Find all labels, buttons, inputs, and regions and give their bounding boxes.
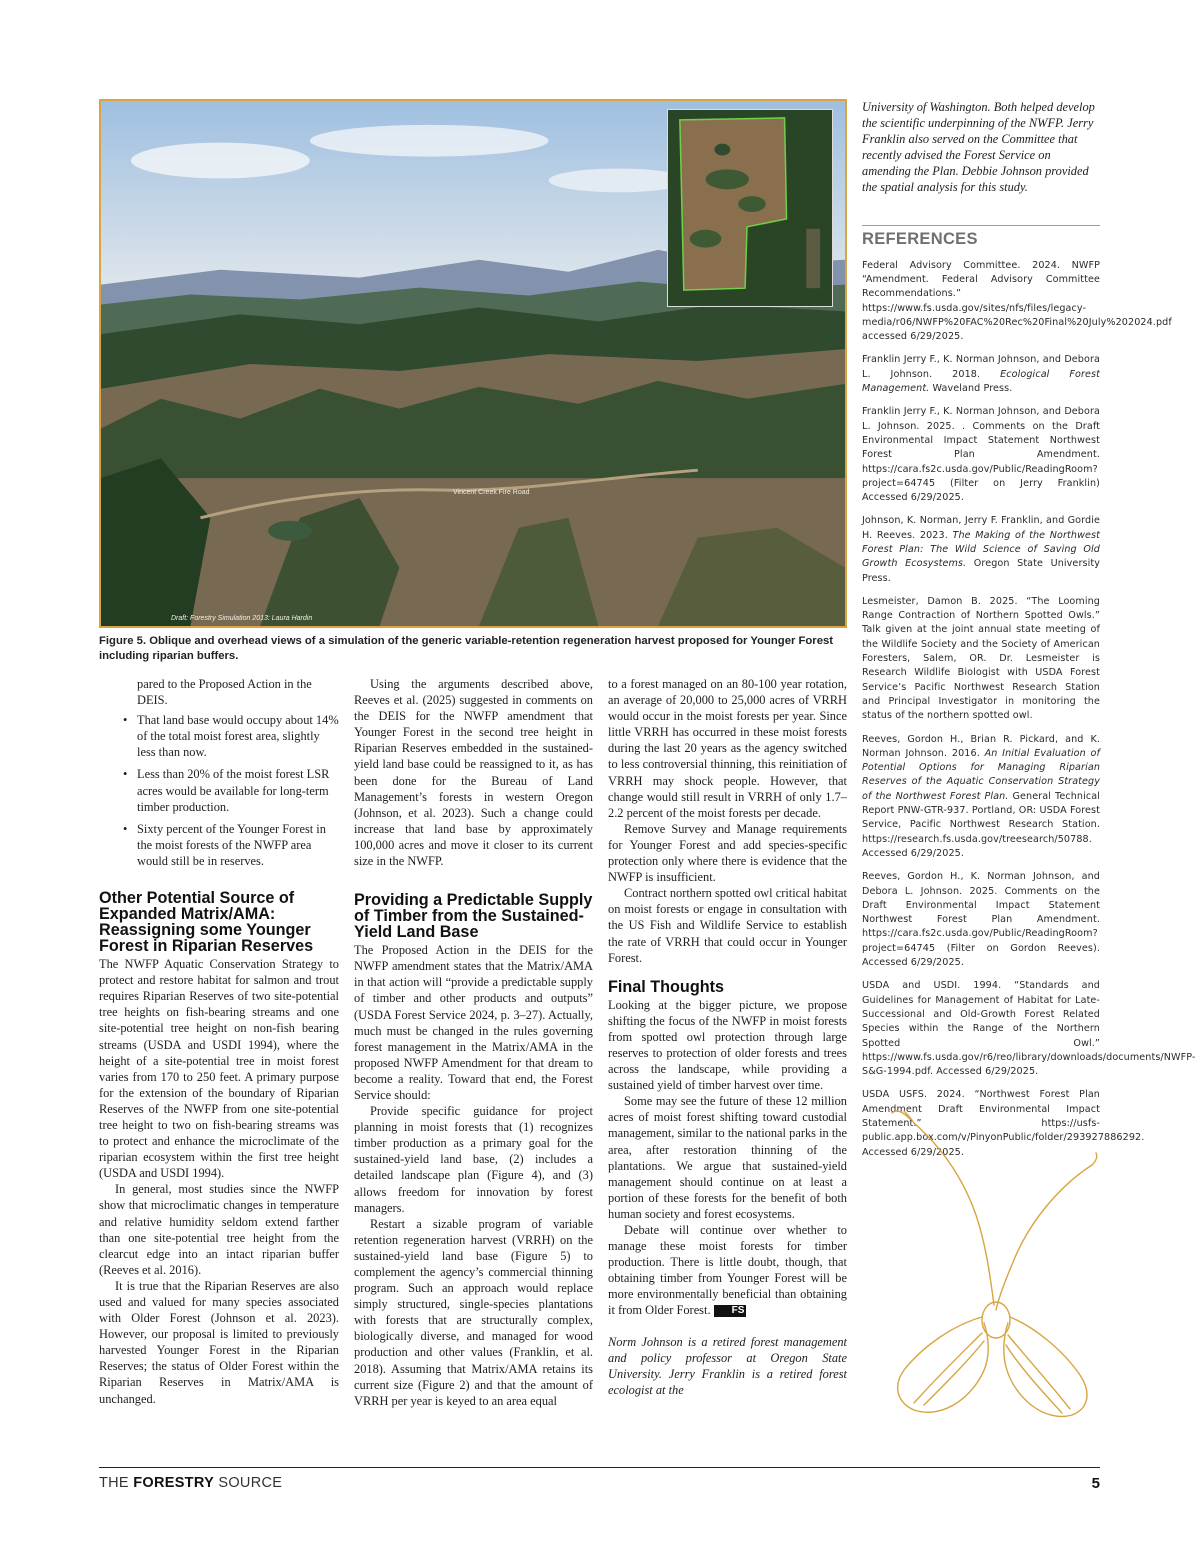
maple-seed-illustration (884, 1105, 1104, 1425)
reference-title: An Initial Evaluation of Potential Options for Managing Riparian Reserves of the Aquatic Conservation Strategy of the Northwest Forest Plan. (862, 747, 1100, 802)
figure-5-photo (99, 99, 847, 628)
reference-text: General Technical Report PNW-GTR-937. Portland, OR: USDA Forest Service, Pacific Northwest Research Station. https://research.fs.usda.gov/treesearch/50788. Accessed 6/29/2025. (862, 790, 1100, 859)
reference-text: Reeves, Gordon H., Brian R. Pickard, and K. Norman Johnson. 2016. (862, 733, 1100, 759)
reference-item (862, 870, 1100, 970)
road-label: Vincent Creek Fire Road (453, 489, 530, 496)
author-bio: Norm Johnson is a retired forest management and policy professor at Oregon State University. Jerry Franklin is a retired forest ecologist at the (608, 1334, 847, 1397)
reference-item (862, 514, 1100, 585)
photo-credit: Draft: Forestry Simulation 2013: Laura Hardin (171, 615, 313, 622)
end-mark: FS (714, 1305, 747, 1317)
masthead-forestry: FORESTRY (133, 1475, 215, 1491)
figure-caption: Figure 5. Oblique and overhead views of a simulation of the generic variable-retention regeneration harvest proposed for Younger Forest including riparian buffers. (99, 635, 834, 662)
masthead-source: SOURCE (214, 1475, 283, 1491)
reference-text: Oregon State University Press. (862, 558, 1100, 584)
column-2 (354, 676, 593, 1409)
reference-text: Reeves, Gordon H., K. Norman Johnson, and Debora L. Johnson. 2025. Comments on the Draft Environmental Impact Statement Northwest Forest Plan Amendment. https://cara.fs2c.usda.gov/Public/ReadingRoom?project=64745 (Filter on Gordon Reeves). Accessed 6/29/2025. (862, 871, 1100, 969)
reference-text: USDA USFS. 2024. “Northwest Forest Plan Amendment Draft Environmental Impact Statement.” https://usfs-public.app.box.com/v/PinyonPublic/folder/293927886292. Accessed 6/29/2025. (862, 1089, 1145, 1158)
paragraph: Contract northern spotted owl critical habitat on moist forests or engage in consultation with the US Fish and Wildlife Service to establish the rate of VRRH that could occur in Younger Forest. (608, 886, 847, 965)
reference-title: Ecological Forest Management. (862, 368, 1101, 395)
reference-text: Johnson, K. Norman, Jerry F. Franklin, and Gordie H. Reeves. 2023. (862, 515, 1100, 541)
reference-item (862, 259, 1172, 345)
reference-item (862, 405, 1100, 505)
paragraph: Remove Survey and Manage requirements for Younger Forest and add species-specific protection only where there is evidence that the NWFP is insufficient. (608, 821, 847, 885)
section-heading: Other Potential Source of Expanded Matrix/AMA: Reassigning some Younger Forest in Riparian Reserves (99, 889, 314, 956)
reference-item (862, 353, 1100, 396)
paragraph: It is true that the Riparian Reserves are also used and valued for many species associated with Older Forest (Johnson et al. 2023). However, our proposal is limited to previously harvested Younger Forest in the Riparian Reserves; the status of Older Forest within the Riparian Reserves in Matrix/AMA is unchanged. (99, 1278, 339, 1406)
paragraph: Looking at the bigger picture, we propose shifting the focus of the NWFP in moist forests from spotted owl protection through large reserves to protection of older forests and trees across the landscape, while providing a sustained yield of timber harvest over time. (608, 997, 847, 1093)
reference-item (862, 733, 1100, 862)
paragraph: Using the arguments described above, Reeves et al. (2025) suggested in comments on the DEIS for the NWFP amendment that Younger Forest in the second tree height in Riparian Reserves embedded in the sustained-yield land base could be reassigned to it, as has been done for the Bureau of Land Management’s forests in western Oregon (Johnson, et al. 2023). Such a change could increase that land base by approximately 100,000 acres and move it closer to its current size in the NWFP. (354, 677, 593, 869)
lead-text: pared to the Proposed Action in the DEIS. (137, 677, 312, 708)
reference-text: Lesmeister, Damon B. 2025. “The Looming Range Contraction of Northern Spotted Owls.” Talk given at the joint annual state meeting of the Wildlife Society and the Society of American Foresters, Salem, OR. Dr. Lesmeister is Research Wildlife Biologist with USDA Forest Service’s Pacific Northwest Research Station and Principal Investigator in monitoring the status of the northern spotted owl. (862, 595, 1100, 722)
masthead-the: THE (99, 1475, 134, 1491)
paragraph: Restart a sizable program of variable retention regeneration harvest (VRRH) on the sustained-yield land base (Figure 5) to complement the agency’s commercial thinning program. Such an approach would replace simply structured, single-species plantations with forests that are structurally complex, biologically diverse, and managed for wood production and other values (Franklin, et al. 2018). Assuming that Matrix/AMA retains its current size (Figure 2) and that the amount of VRRH per year is keyed to an area equal (354, 1216, 593, 1408)
paragraph: to a forest managed on an 80-100 year rotation, an average of 20,000 to 25,000 acres of VRRH would occur in the moist forests per year. Since little VRRH has occurred in these moist forests during the last 20 years as the agency switched to less controversial thinning, this reinitiation of VRRH may shock people. However, that change would still result in VRRH of only 1.7–2.2 percent of the moist forests per decade. (608, 677, 847, 820)
reference-title: The Making of the Northwest Forest Plan: The Wild Science of Saving Old Growth Ecosystems. (862, 529, 1101, 570)
paragraph: In general, most studies since the NWFP show that microclimatic changes in temperature and relative humidity seldom extend farther than one site-potential tree height from the clearcut edge into an intact riparian buffer (Reeves et al. 2016). (99, 1182, 339, 1277)
column-1 (99, 676, 339, 1407)
list-item: • That land base would occupy about 14% of the total moist forest area, slightly less than now. (99, 712, 339, 760)
reference-text: Franklin Jerry F., K. Norman Johnson, and Debora L. Johnson. 2025. . Comments on the Draft Environmental Impact Statement Northwest Forest Plan Amendment. https://cara.fs2c.usda.gov/Public/ReadingRoom?project=64745 (Filter on Jerry Franklin) Accessed 6/29/2025. (862, 406, 1100, 504)
divider (862, 225, 1100, 226)
paragraph: Provide specific guidance for project planning in moist forests that (1) recognizes timber production as a primary goal for the sustained-yield land base, (2) includes a detailed landscape plan (Figure 4), and (3) allows freedom for innovation by forest managers. (354, 1104, 593, 1215)
column-4 (862, 99, 1196, 1169)
paragraph: The NWFP Aquatic Conservation Strategy to protect and restore habitat for salmon and trout requires Riparian Reserves of two site-potential tree heights on fish-bearing streams and one site-potential tree height on non-fish bearing streams (USDA and USDI 1994), where the height of a site-potential tree in moist forest varies from 170 to 250 feet. A primary purpose for the extension of the boundary of Riparian Reserves of the NWFP from one site-potential tree height to two on fish-bearing streams was to protect and enhance the microclimate of the riparian ecosystem within the first tree height (USDA and USDI 1994). (99, 957, 339, 1181)
paragraph (608, 1222, 847, 1319)
reference-text: Federal Advisory Committee. 2024. NWFP “Amendment. Federal Advisory Committee Recommendations.” https://www.fs.usda.gov/sites/nfs/files/legacy-media/r06/NWFP%20FAC%20Rec%20Final%20July%202024.pdf accessed 6/29/2025. (862, 259, 1172, 343)
paragraph: Some may see the future of these 12 million acres of moist forest shifting toward custodial management, similar to the national parks in the area, after restoration thinning of the plantations. We argue that sustained-yield management should continue on at least a portion of these forests for the benefit of both human society and forest ecosystems. (608, 1094, 847, 1221)
footer-divider (99, 1467, 1100, 1468)
paragraph: The Proposed Action in the DEIS for the NWFP amendment states that the Matrix/AMA in that action will “provide a predictable supply of timber and other products and outputs” (USDA Forest Service 2024, p. 3–27). Actually, much must be changed in the rules governing forest management in the Matrix/AMA in the proposed NWFP Amendment for that dream to become a reality. Toward that end, the Forest Service should: (354, 943, 593, 1102)
overhead-view-inset (667, 109, 833, 307)
author-bio-continued: University of Washington. Both helped develop the scientific underpinning of the NWFP. Jerry Franklin also served on the Committee that recently advised the Forest Service on amending the Plan. Debbie Johnson provided the spatial analysis for this study. (862, 100, 1095, 195)
list-item: • Less than 20% of the moist forest LSR acres would be available for long-term timber production. (99, 766, 339, 814)
reference-text: Waveland Press. (929, 383, 1013, 395)
column-3 (608, 676, 847, 1398)
section-heading: Final Thoughts (608, 977, 724, 996)
masthead (99, 1475, 282, 1491)
reference-text: USDA and USDI. 1994. “Standards and Guidelines for Management of Habitat for Late-Successional and Old-Growth Forest Related Species within the Range of the Northern Spotted Owl.” https://www.fs.usda.gov/r6/reo/library/downloads/documents/NWFP-S&G-1994.pdf. Accessed 6/29/2025. (862, 980, 1196, 1078)
references-list (862, 259, 1196, 1160)
paragraph-text: Debate will continue over whether to manage these moist forests for timber production. There is little doubt, though, that obtaining timber from Younger Forest will be more environmentally beneficial than obtaining it from Older Forest. (608, 1223, 847, 1318)
reference-item (862, 595, 1100, 724)
list-item: • Sixty percent of the Younger Forest in the moist forests of the NWFP area would still be in reserves. (99, 821, 339, 869)
reference-item (862, 979, 1196, 1079)
section-heading: Providing a Predictable Supply of Timber from the Sustained-Yield Land Base (354, 891, 593, 942)
reference-text: Franklin Jerry F., K. Norman Johnson, and Debora L. Johnson. 2018. (862, 354, 1100, 380)
page-number: 5 (1091, 1475, 1100, 1492)
references-heading: REFERENCES (862, 229, 978, 248)
bullet-list (99, 712, 339, 869)
